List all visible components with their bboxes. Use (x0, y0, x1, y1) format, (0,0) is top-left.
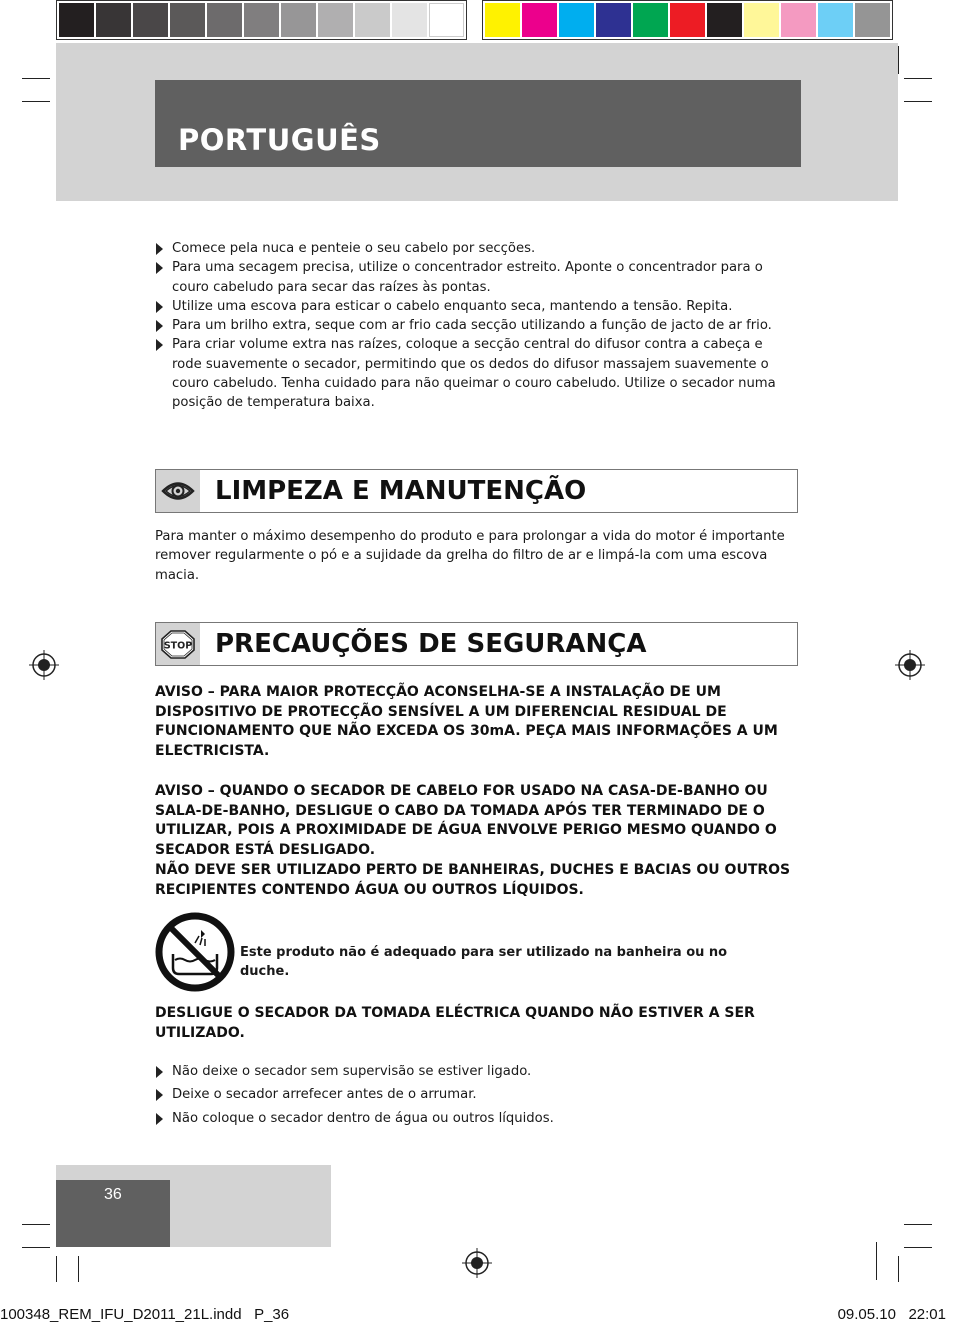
bullet-arrow-icon (156, 339, 163, 351)
list-item: Não coloque o secador dentro de água ou outros líquidos. (155, 1109, 780, 1128)
list-item: Deixe o secador arrefecer antes de o arrumar. (155, 1085, 780, 1104)
list-item: Para uma secagem precisa, utilize o concentrador estreito. Aponte o concentrador para o couro cabeludo para secar das raízes às pontas. (155, 258, 780, 297)
bullet-arrow-icon (156, 262, 163, 274)
bullet-arrow-icon (156, 1113, 163, 1125)
list-item: Utilize uma escova para esticar o cabelo enquanto seca, mantendo a tensão. Repita. (155, 297, 780, 316)
registration-mark-icon (462, 1248, 492, 1278)
registration-mark-icon (29, 650, 59, 680)
page-title: PORTUGUÊS (178, 123, 381, 157)
stop-icon (156, 623, 200, 665)
bullet-arrow-icon (156, 320, 163, 332)
safety-section-header (155, 622, 798, 666)
page-number: 36 (104, 1186, 122, 1203)
list-item: Para um brilho extra, seque com ar frio cada secção utilizando a função de jacto de ar frio. (155, 316, 780, 335)
registration-mark-icon (895, 650, 925, 680)
bullet-arrow-icon (156, 1066, 163, 1078)
list-item: Para criar volume extra nas raízes, coloque a secção central do difusor contra a cabeça e rode suavemente o secador, permitindo que os dedos do difusor massajem suavemente o couro cabeludo. Tenha cuidado para não queimar o couro cabeludo. Utilize o secador numa posição de temperatura baixa. (155, 335, 780, 412)
section-title: LIMPEZA E MANUTENÇÃO (215, 476, 587, 506)
no-bathtub-icon (155, 912, 235, 992)
list-item: Comece pela nuca e penteie o seu cabelo por secções. (155, 239, 780, 258)
bullet-arrow-icon (156, 1089, 163, 1101)
cleaning-section-header (155, 469, 798, 513)
cleaning-text: Para manter o máximo desempenho do produto e para prolongar a vida do motor é importante remover regularmente o pó e a sujidade da grelha do filtro de ar e limpá-la com uma escova macia. (155, 529, 785, 583)
list-item: Não deixe o secador sem supervisão se estiver ligado. (155, 1062, 780, 1081)
tips-list (155, 239, 780, 413)
section-title: PRECAUÇÕES DE SEGURANÇA (215, 629, 647, 659)
eye-icon (156, 470, 200, 512)
date-slug: 09.05.10 22:01 (837, 1306, 946, 1323)
warning-bathroom: AVISO – QUANDO O SECADOR DE CABELO FOR USADO NA CASA-DE-BANHO OU SALA-DE-BANHO, DESLIGUE O CABO DA TOMADA APÓS TER TERMINADO DE O UTILIZAR, POIS A PROXIMIDADE DE ÁGUA ENVOLVE PERIGO MESMO QUANDO O SECADOR ESTÁ DESLIGADO. (155, 783, 777, 858)
file-slug: 100348_REM_IFU_D2011_21L.indd P_36 (0, 1306, 290, 1323)
svg-text:STOP: STOP (163, 640, 193, 652)
safety-list (155, 1062, 780, 1128)
warning-water: NÃO DEVE SER UTILIZADO PERTO DE BANHEIRAS, DUCHES E BACIAS OU OUTROS RECIPIENTES CONTENDO ÁGUA OU OUTROS LÍQUIDOS. (155, 862, 791, 898)
bullet-arrow-icon (156, 301, 163, 313)
swatch-frame (482, 0, 893, 40)
unplug-warning: DESLIGUE O SECADOR DA TOMADA ELÉCTRICA QUANDO NÃO ESTIVER A SER UTILIZADO. (155, 1005, 755, 1041)
swatch-frame (56, 0, 467, 40)
no-bath-text: Este produto não é adequado para ser utilizado na banheira ou no duche. (240, 945, 728, 980)
bullet-arrow-icon (156, 243, 163, 255)
warning-rcd: AVISO – PARA MAIOR PROTECÇÃO ACONSELHA-SE A INSTALAÇÃO DE UM DISPOSITIVO DE PROTECÇÃO SENSÍVEL A UM DIFERENCIAL RESIDUAL DE FUNCIONAMENTO QUE NÃO EXCEDA OS 30mA. PEÇA MAIS INFORMAÇÕES A UM ELECTRICISTA. (155, 684, 778, 759)
